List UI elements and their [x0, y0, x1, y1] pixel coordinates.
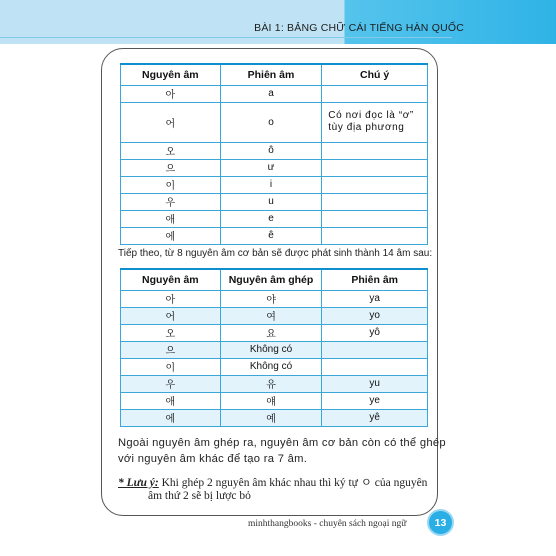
note-cell [322, 142, 428, 159]
compound-cell: 야 [220, 290, 322, 307]
compound-cell: 유 [220, 375, 322, 392]
column-header: Phiên âm [220, 64, 322, 85]
romanization-cell: ô [220, 142, 322, 159]
column-header: Nguyên âm ghép [220, 269, 322, 290]
note-line: âm thứ 2 sẽ bị lược bỏ [148, 490, 251, 502]
vowel-cell: 오 [121, 324, 221, 341]
compound-cell: 여 [220, 307, 322, 324]
vowel-cell: 애 [121, 210, 221, 227]
table-row [121, 375, 428, 392]
compound-cell: 예 [220, 409, 322, 426]
compound-vowel-table [120, 268, 428, 427]
page-number-badge: 13 [427, 509, 454, 536]
vowel-cell: 이 [121, 176, 221, 193]
table-header-row [121, 64, 428, 85]
compound-cell: 요 [220, 324, 322, 341]
table-row [121, 307, 428, 324]
romanization-cell: yê [322, 409, 428, 426]
vowel-cell: 에 [121, 409, 221, 426]
note-cell: Có nơi đọc là “ơ” tùy địa phương [322, 102, 428, 142]
vowel-cell: 어 [121, 307, 221, 324]
intro-paragraph: Tiếp theo, từ 8 nguyên âm cơ bản sẽ được phát sinh thành 14 âm sau: [118, 248, 433, 259]
note-cell [322, 227, 428, 244]
vowel-cell: 에 [121, 227, 221, 244]
vowel-cell: 이 [121, 358, 221, 375]
romanization-cell: ye [322, 392, 428, 409]
vowel-cell: 우 [121, 193, 221, 210]
romanization-cell: ya [322, 290, 428, 307]
table-row [121, 193, 428, 210]
romanization-cell: a [220, 85, 322, 102]
table-row [121, 324, 428, 341]
romanization-cell [322, 341, 428, 358]
footer-publisher: minhthangbooks - chuyên sách ngoại ngữ [248, 519, 407, 529]
note-line [118, 474, 427, 490]
note-cell [322, 210, 428, 227]
chapter-title: BÀI 1: BẢNG CHỮ CÁI TIẾNG HÀN QUỐC [254, 22, 464, 34]
table-row [121, 290, 428, 307]
note-cell [322, 85, 428, 102]
compound-cell: Không có [220, 341, 322, 358]
column-header: Nguyên âm [121, 269, 221, 290]
romanization-cell: u [220, 193, 322, 210]
extra-paragraph-line: Ngoài nguyên âm ghép ra, nguyên âm cơ bản còn có thể ghép [118, 437, 446, 449]
romanization-cell: e [220, 210, 322, 227]
romanization-cell: yo [322, 307, 428, 324]
column-header: Nguyên âm [121, 64, 221, 85]
table-row [121, 142, 428, 159]
romanization-cell: yu [322, 375, 428, 392]
vowel-cell: 오 [121, 142, 221, 159]
romanization-cell: ư [220, 159, 322, 176]
column-header: Phiên âm [322, 269, 428, 290]
compound-cell: Không có [220, 358, 322, 375]
table-row [121, 176, 428, 193]
table-row [121, 409, 428, 426]
vowel-cell: 아 [121, 85, 221, 102]
note-cell [322, 176, 428, 193]
table-row [121, 85, 428, 102]
vowel-cell: 으 [121, 159, 221, 176]
table-header-row [121, 269, 428, 290]
vowel-cell: 으 [121, 341, 221, 358]
column-header: Chú ý [322, 64, 428, 85]
note-cell [322, 159, 428, 176]
note-text: Khi ghép 2 nguyên âm khác nhau thì ký tự ㅇ của nguyên [158, 477, 428, 489]
table-row [121, 341, 428, 358]
table-row [121, 358, 428, 375]
table-row [121, 210, 428, 227]
note-label: * Lưu ý: [118, 477, 159, 489]
romanization-cell: i [220, 176, 322, 193]
header-rule [0, 37, 452, 38]
vowel-table [120, 63, 428, 245]
table-row [121, 392, 428, 409]
note-cell [322, 193, 428, 210]
table-row [121, 159, 428, 176]
romanization-cell: o [220, 102, 322, 142]
table-row [121, 227, 428, 244]
romanization-cell: yô [322, 324, 428, 341]
table-row [121, 102, 428, 142]
vowel-cell: 아 [121, 290, 221, 307]
romanization-cell [322, 358, 428, 375]
romanization-cell: ê [220, 227, 322, 244]
vowel-cell: 애 [121, 392, 221, 409]
extra-paragraph-line: với nguyên âm khác để tạo ra 7 âm. [118, 453, 308, 465]
vowel-cell: 우 [121, 375, 221, 392]
vowel-cell: 어 [121, 102, 221, 142]
compound-cell: 얘 [220, 392, 322, 409]
